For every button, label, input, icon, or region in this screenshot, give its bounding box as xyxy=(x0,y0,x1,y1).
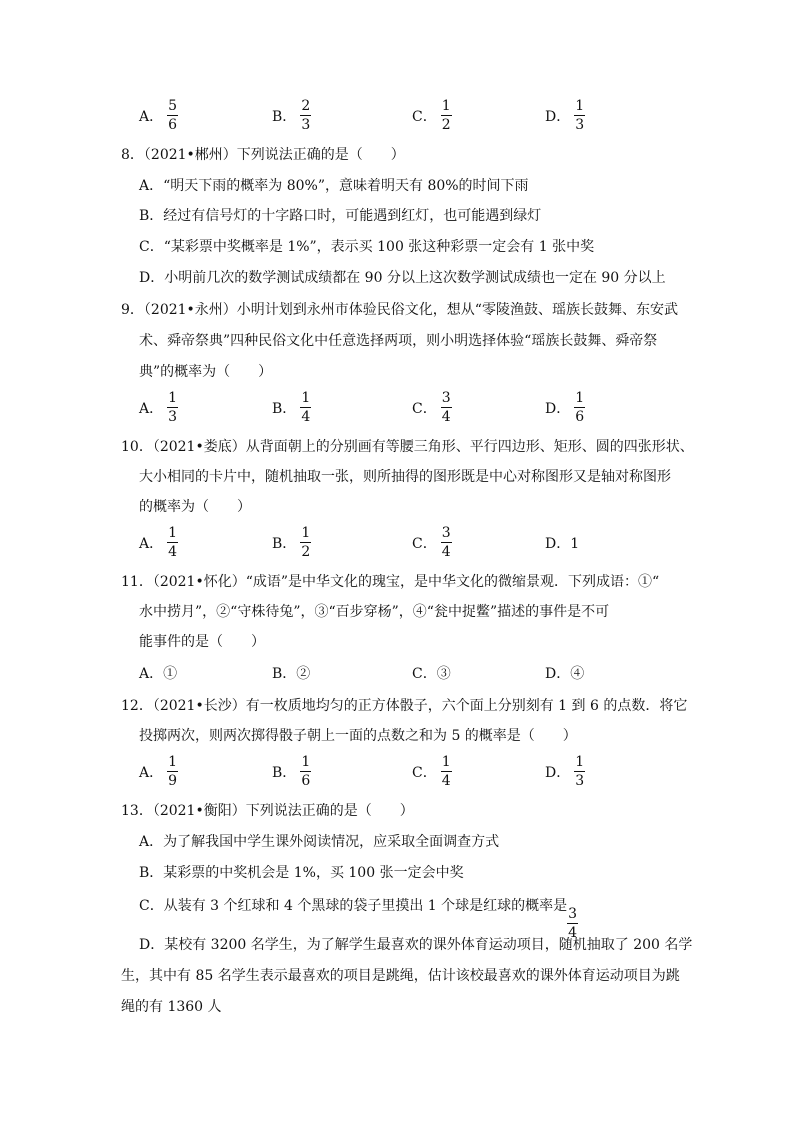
q7-choices xyxy=(139,96,699,136)
q10-choice-d: D．1 xyxy=(545,536,580,552)
fraction: $\frac{5}{6}$ xyxy=(168,98,178,133)
q8-option-b: B．经过有信号灯的十字路口时，可能遇到红灯，也可能遇到绿灯 xyxy=(139,208,542,224)
q9-stem-line: 典”的概率为（ ） xyxy=(139,364,273,380)
q9-choice-c: C． $\frac{3}{4}$ xyxy=(412,390,451,425)
q10-choice-b: B． $\frac{1}{2}$ xyxy=(272,525,311,560)
q10-choice-c: C． $\frac{3}{4}$ xyxy=(412,525,451,560)
q12-choice-a: A． $\frac{1}{9}$ xyxy=(139,754,178,789)
q12-choices xyxy=(139,752,699,792)
q11-choice-a: A．① xyxy=(139,666,178,682)
q7-choice-a: A． $\frac{5}{6}$ xyxy=(139,98,178,133)
q12-choice-b: B． $\frac{1}{6}$ xyxy=(272,754,311,789)
fraction: $\frac{1}{9}$ xyxy=(168,754,178,789)
q9-stem-line: 术、舜帝祭典”四种民俗文化中任意选择两项，则小明选择体验“瑶族长鼓舞、舜帝祭 xyxy=(139,333,658,349)
q10-stem-line: 大小相同的卡片中，随机抽取一张，则所抽得的图形既是中心对称图形又是轴对称图形 xyxy=(139,469,671,485)
q13-option-c: C．从装有 3 个红球和 4 个黑球的袋子里摸出 1 个球是红球的概率是 $\frac{3}{4}$ xyxy=(139,898,578,941)
q10-stem-line: 的概率为（ ） xyxy=(139,499,251,515)
fraction: $\frac{3}{4}$ xyxy=(568,906,578,941)
q9-stem-line: 9．（2021•永州）小明计划到永州市体验民俗文化，想从“零陵渔鼓、瑶族长鼓舞、东安武 xyxy=(121,302,678,318)
q8-stem: 8．（2021•郴州）下列说法正确的是（ ） xyxy=(121,147,405,163)
q8-option-a: A．“明天下雨的概率为 80%”，意味着明天有 80%的时间下雨 xyxy=(139,178,529,194)
q11-choice-d: D．④ xyxy=(545,666,585,682)
q11-choice-c: C．③ xyxy=(412,666,451,682)
q12-stem-line: 投掷两次，则两次掷得骰子朝上一面的点数之和为 5 的概率是（ ） xyxy=(139,728,577,744)
q9-choice-b: B． $\frac{1}{4}$ xyxy=(272,390,311,425)
fraction: $\frac{1}{6}$ xyxy=(575,390,585,425)
q11-stem-line: 水中捞月”，②“守株待兔”，③“百步穿杨”，④“瓮中捉鳖”描述的事件是不可 xyxy=(139,604,610,620)
fraction: $\frac{1}{4}$ xyxy=(301,390,311,425)
q9-choice-a: A． $\frac{1}{3}$ xyxy=(139,390,178,425)
fraction: $\frac{1}{3}$ xyxy=(575,754,585,789)
q9-choices xyxy=(139,388,699,428)
q11-stem-line: 11．（2021•怀化）“成语”是中华文化的瑰宝，是中华文化的微缩景观．下列成语：①“ xyxy=(121,574,660,590)
q13-option-d-line: 绳的有 1360 人 xyxy=(121,999,222,1015)
q7-choice-d: D． $\frac{1}{3}$ xyxy=(545,98,585,133)
fraction: $\frac{1}{2}$ xyxy=(301,525,311,560)
q7-choice-c: C． $\frac{1}{2}$ xyxy=(412,98,451,133)
q13-option-d-line: 生，其中有 85 名学生表示最喜欢的项目是跳绳，估计该校最喜欢的课外体育运动项目为跳 xyxy=(121,968,680,984)
fraction: $\frac{3}{4}$ xyxy=(441,390,451,425)
fraction: $\frac{3}{4}$ xyxy=(441,525,451,560)
q11-stem-line: 能事件的是（ ） xyxy=(139,634,265,650)
q8-option-c: C．“某彩票中奖概率是 1%”，表示买 100 张这种彩票一定会有 1 张中奖 xyxy=(139,239,595,255)
fraction: $\frac{1}{2}$ xyxy=(441,98,451,133)
q8-option-d: D．小明前几次的数学测试成绩都在 90 分以上这次数学测试成绩也一定在 90 分以上 xyxy=(139,270,666,286)
q10-stem-line: 10．（2021•娄底）从背面朝上的分别画有等腰三角形、平行四边形、矩形、圆的四张形状、 xyxy=(121,439,694,455)
fraction: $\frac{1}{3}$ xyxy=(575,98,585,133)
q13-option-d-line: D．某校有 3200 名学生，为了解学生最喜欢的课外体育运动项目，随机抽取了 200 名学 xyxy=(139,937,693,953)
fraction: $\frac{2}{3}$ xyxy=(301,98,311,133)
fraction: $\frac{1}{3}$ xyxy=(168,390,178,425)
q13-stem: 13．（2021•衡阳）下列说法正确的是（ ） xyxy=(121,803,414,819)
q7-choice-b: B． $\frac{2}{3}$ xyxy=(272,98,311,133)
q13-option-b: B．某彩票的中奖机会是 1%，买 100 张一定会中奖 xyxy=(139,865,464,881)
q12-choice-d: D． $\frac{1}{3}$ xyxy=(545,754,585,789)
fraction: $\frac{1}{4}$ xyxy=(441,754,451,789)
fraction: $\frac{1}{6}$ xyxy=(301,754,311,789)
q11-choice-b: B．② xyxy=(272,666,311,682)
q10-choice-a: A． $\frac{1}{4}$ xyxy=(139,525,178,560)
q13-option-a: A．为了解我国中学生课外阅读情况，应采取全面调查方式 xyxy=(139,834,500,850)
q12-stem-line: 12．（2021•长沙）有一枚质地均匀的正方体骰子，六个面上分别刻有 1 到 6 的点数．将它 xyxy=(121,698,688,714)
fraction: $\frac{1}{4}$ xyxy=(168,525,178,560)
q11-choices xyxy=(139,653,699,693)
q10-choices xyxy=(139,523,699,563)
q9-choice-d: D． $\frac{1}{6}$ xyxy=(545,390,585,425)
q12-choice-c: C． $\frac{1}{4}$ xyxy=(412,754,451,789)
